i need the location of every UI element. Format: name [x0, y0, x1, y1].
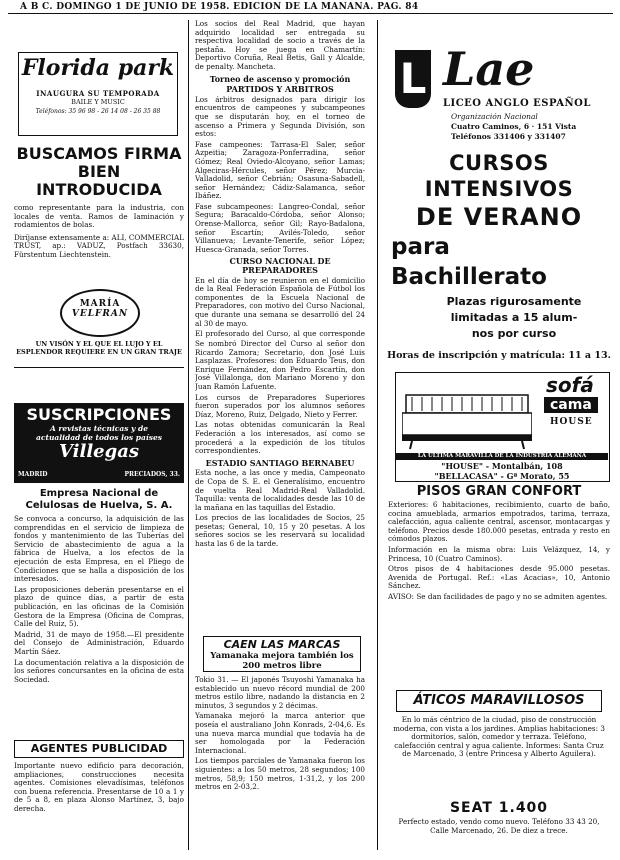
seat-title: SEAT 1.400 [449, 800, 549, 816]
pisos-p2: Información en la misma obra: Luis Velázquez, 14, y Princesa, 10 (Cuatro Caminos). [388, 544, 610, 563]
column-divider-2 [377, 20, 378, 850]
estadio-heading: ESTADIO SANTIAGO BERNABEU [205, 457, 355, 468]
aticos-box [396, 690, 602, 712]
page-header: A B C. DOMINGO 1 DE JUNIO DE 1958. EDICION DE LA MAÑANA. PAG. 84 [20, 2, 419, 12]
lae-shield-icon: L [395, 50, 431, 108]
suscripciones-ad [14, 403, 184, 483]
celulosas-body [14, 515, 184, 729]
caen-box [203, 636, 361, 672]
pisos-p3: Otros pisos de 4 habitaciones desde 95.000 pesetas. Avenida de Portugal. Ref.: «Las Acacias», 10, Antonio Sánchez. [388, 564, 610, 591]
celulosas-p3: Madrid, 31 de mayo de 1958.—El presidente del Consejo de Administración, Eduardo Martín Sáez. [14, 629, 184, 656]
florida-line1: INAUGURA SU TEMPORADA [36, 89, 160, 98]
curso-p5: Las notas obtenidas comunicarán la Real Federación a los interesados, así como se procederá a la expedición de los títulos correspondientes. [195, 420, 365, 456]
curso-p3: Se nombró Director del Curso al señor don Ricardo Zamora; Secretario, don José Luis Lasplazas. Profesores: don Eduardo Teus, don Enrique Fernández, don Pedro Escartín, don José Villalonga, don Mariano Moreno y don Juan Ramón Lafuente. [195, 340, 365, 391]
maria-caption: UN VISÓN Y EL QUE EL LUJO Y EL ESPLENDOR REQUIERE EN UN GRAN TRAJE [16, 340, 182, 356]
agentes-ad [14, 740, 184, 820]
aticos-title: ÁTICOS MARAVILLOSOS [413, 693, 585, 708]
buscamos-title: BUSCAMOS FIRMA BIEN INTRODUCIDA [16, 144, 182, 199]
agentes-body: Importante nuevo edificio para decoración, ampliaciones, construcciones necesita agentes. Comisiones elevadísimas, teléfonos con buena referencia. Presentarse de 10 a 1 y de 5 a 8, en plaza Alonso Martínez, 3, bajo derecha. [14, 762, 184, 813]
suscripciones-street: PRECIADOS, 33. [124, 471, 180, 478]
cursos-line6: nos por curso [471, 327, 557, 340]
caen-title: CAEN LAS MARCAS [223, 638, 341, 651]
celulosas-p1: Se convoca a concurso, la adquisición de las comprendidas en el servicio de limpieza de fondos y mantenimiento de las Tuberías del Servicio de abastecimiento de agua a la fábrica de Huelva, a los efectos de la ejecución de esta Empresa, en el Pliego de Condiciones que se halla a disposición de los interesados. [14, 515, 184, 584]
pisos-title: PISOS GRAN CONFORT [416, 484, 582, 499]
suscripciones-sub2: actualidad de todos los países [36, 433, 162, 442]
column-divider-1 [188, 20, 189, 850]
sofa-illustration-icon [402, 389, 532, 451]
sports-column [195, 20, 365, 338]
maria-logo-oval [60, 289, 140, 337]
florida-logo: Florida park [21, 55, 175, 81]
florida-line2: BAILE Y MUSIC [71, 98, 125, 106]
estadio-p1: Esta noche, a las once y media, Campeonato de Copa de S. E. el Generalísimo, encuentro de vuelta Real Madrid-Real Valladolid. Taquilla: venta de localidades desde las 10 de la mañana en las taquillas del Estadio. [195, 468, 365, 512]
torneo-subheading: PARTIDOS Y ARBITROS [226, 84, 334, 95]
pisos-body [388, 501, 610, 631]
header-rule [8, 13, 613, 14]
suscripciones-brand: Villegas [59, 441, 139, 462]
lae-line1: Organización Nacional [451, 112, 538, 121]
caen-subtitle: Yamanaka mejora también los 200 metros libre [210, 651, 354, 671]
buscamos-contact: Diríjanse extensamente a: ALI, COMMERCIAL TRUST, ap.: VADUZ, Postfach 33630, Fürstentum Liechtenstein. [14, 233, 184, 259]
torneo-heading: Torneo de ascenso y promoción [209, 73, 351, 84]
cursos-line4: Plazas rigurosamente [446, 295, 582, 308]
torneo-p3: Fase subcampeones: Langreo-Condal, señor Segura; Baracaldo-Córdoba, señor Alonso; Orense-Mallorca, señor Gil; Rayo-Badalona, señor Escartín; Avilés-Toledo, señor Villanueva; Levante-Tenerife, señor López; Huesca-Granada, señor Torres. [195, 201, 365, 254]
celulosas-title: Empresa Nacional de Celulosas de Huelva, S. A. [25, 488, 173, 511]
curso-p2: El profesorado del Curso, al que corresponde [195, 329, 365, 338]
cursos-ad [385, 150, 613, 380]
caen-p3: Los tiempos parciales de Yamanaka fueron los siguientes: a los 50 metros, 28 segundos; 100 metros, 58,9; 150 metros, 1-31,2, y los 200 metros en 2-03,2. [195, 756, 365, 792]
lae-name: LICEO ANGLO ESPAÑOL [443, 98, 591, 109]
cursos-line3: para Bachillerato [391, 234, 547, 290]
caen-body [195, 676, 365, 852]
agentes-title: AGENTES PUBLICIDAD [30, 742, 168, 755]
caen-p2: Yamanaka mejoró la marca anterior que poseía el australiano John Konrads, 2-04,6. Es una nueva marca mundial que todavía ha de ser homologada por la Federación Internacional. [195, 711, 365, 755]
sofa-line2: "BELLACASA" - Gª Morato, 55 [434, 471, 570, 481]
torneo-p1: Los árbitros designados para dirigir los encuentros de campeones y subcampeones que se disputarán hoy, en el torneo de ascenso a Primera y Segunda División, son estos: [195, 94, 365, 139]
celulosas-notice [14, 488, 184, 729]
celulosas-p2: Las proposiciones deberán presentarse en el plazo de quince días, a partir de esta publicación, en las oficinas de la Comisión Gestora de la Empresa (Oficina de Compras, Calle del Ruiz, 5). [14, 584, 184, 629]
pisos-ad [388, 484, 610, 631]
aticos-body: En lo más céntrico de la ciudad, piso de construcción moderna, con vista a los jardines. Amplias habitaciones: 3 dormitorios, salón, comedor y terraza. Teléfono, calefacción central y agua caliente. Informes: Santa Cruz de Marcenado, 3 (entre Princesa y Alberto Aguilera). [393, 716, 605, 759]
curso-heading: CURSO NACIONAL DE PREPARADORES [229, 256, 331, 276]
sofa-title2: cama [544, 397, 598, 413]
suscripciones-title: SUSCRIPCIONES [26, 405, 172, 424]
buscamos-body: como representante para la industria, con locales de venta. Ramos de Iaminación y rodamientos de bolas. [14, 204, 184, 230]
sofa-ribbon: LA ÚLTIMA MARAVILLA DE LA INDUSTRIA ALEMANA [396, 453, 608, 460]
florida-line3: Teléfonos: 35 96 98 - 26 14 08 - 26 35 88 [35, 108, 161, 115]
cursos-line1: CURSOS INTENSIVOS [424, 151, 574, 201]
sofa-title1: sofá [546, 373, 594, 397]
sofa-line1: "HOUSE" - Montalbán, 108 [441, 461, 563, 471]
suscripciones-city: MADRID [18, 471, 48, 478]
cursos-line5: limitadas a 15 alum- [450, 311, 578, 324]
florida-park-ad [18, 52, 178, 136]
torneo-p2: Fase campeones: Tarrasa-El Saler, señor Azpeitia; Zaragoza-Ponferradina, señor Gómez; Real Oviedo-Alcoyano, señor Lamas; Algeciras-Hércules, señor Pérez; Murcia-Valladolid, señor Cebrián; Osasuna-Sabadell, señor Hernández; Cádiz-Salamanca, señor Ibáñez. [195, 139, 365, 201]
curso-p4: Los cursos de Preparadores Superiores fueron superados por los alumnos señores Díaz, Moreno, Ruiz, Delgado, Nieto y Ferrer. [195, 392, 365, 419]
suscripciones-sub1: A revistas técnicas y de [49, 424, 149, 433]
seat-body: Perfecto estado, vendo como nuevo. Teléfono 33 43 20, Calle Marcenado, 26. De diez a trece. [398, 818, 600, 835]
lae-ad [395, 42, 615, 148]
sofa-ad [395, 372, 610, 482]
lae-logo: Lae [443, 42, 535, 96]
sports-intro: Los socios del Real Madrid, que hayan adquirido localidad ser entregada su respectiva localidad de socio a través de la pestaña. Hoy se juega en Chamartín: Deportivo Coruña, Real Betis, Gall y Alcalde, de penalty. Mancheta. [195, 20, 365, 71]
buscamos-ad [14, 145, 184, 260]
sofa-brand: HOUSE [550, 417, 593, 427]
sports-column-cont [195, 340, 365, 630]
pisos-p1: Exteriores: 6 habitaciones, recibimiento, cuarto de baño, cocina amueblada, armarios empotrados, tarima, terraza, calefacción, agua caliente central, ascensor, montacargas y teléfono. Precios desde 180.000 pesetas, entrada y resto en cómodos plazos. [388, 501, 610, 544]
estadio-p2: Los precios de las localidades de Socios, 25 pesetas; General, 10, 15 y 20 pesetas. A los señores socios se les reservará su localidad hasta las 6 de la tarde. [195, 513, 365, 549]
pisos-p4: AVISO: Se dan facilidades de pago y no se admiten agentes. [388, 591, 608, 601]
cursos-line7: Horas de inscripción y matrícula: 11 a 13. [387, 350, 611, 361]
curso-p1: En el día de hoy se reunieron en el domicilio de la Real Federación Española de Fútbol los componentes de la Escuela Nacional de Preparadores, con motivo del Curso Nacional, que durante una semana se desarrolló del 24 al 30 de mayo. [195, 275, 365, 328]
caen-p1: Tokio 31. — El japonés Tsuyoshi Yamanaka ha establecido un nuevo récord mundial de 200 metros estilo libre, nadando la distancia en 2 minutos, 3 segundos y 2 décimas. [195, 676, 365, 710]
lae-line3: Teléfonos 331406 y 331407 [451, 132, 566, 141]
cursos-line2: DE VERANO [415, 203, 583, 231]
maria-logo-top: MARÍA [79, 299, 121, 309]
lae-line2: Cuatro Caminos, 6 · 151 Vista [451, 122, 577, 131]
maria-logo-bottom: VELFRAN [71, 309, 129, 319]
maria-velfran-ad [14, 285, 184, 368]
celulosas-p4: La documentación relativa a la disposición de los señores concursantes en la oficina de esta Sociedad. [14, 657, 184, 684]
